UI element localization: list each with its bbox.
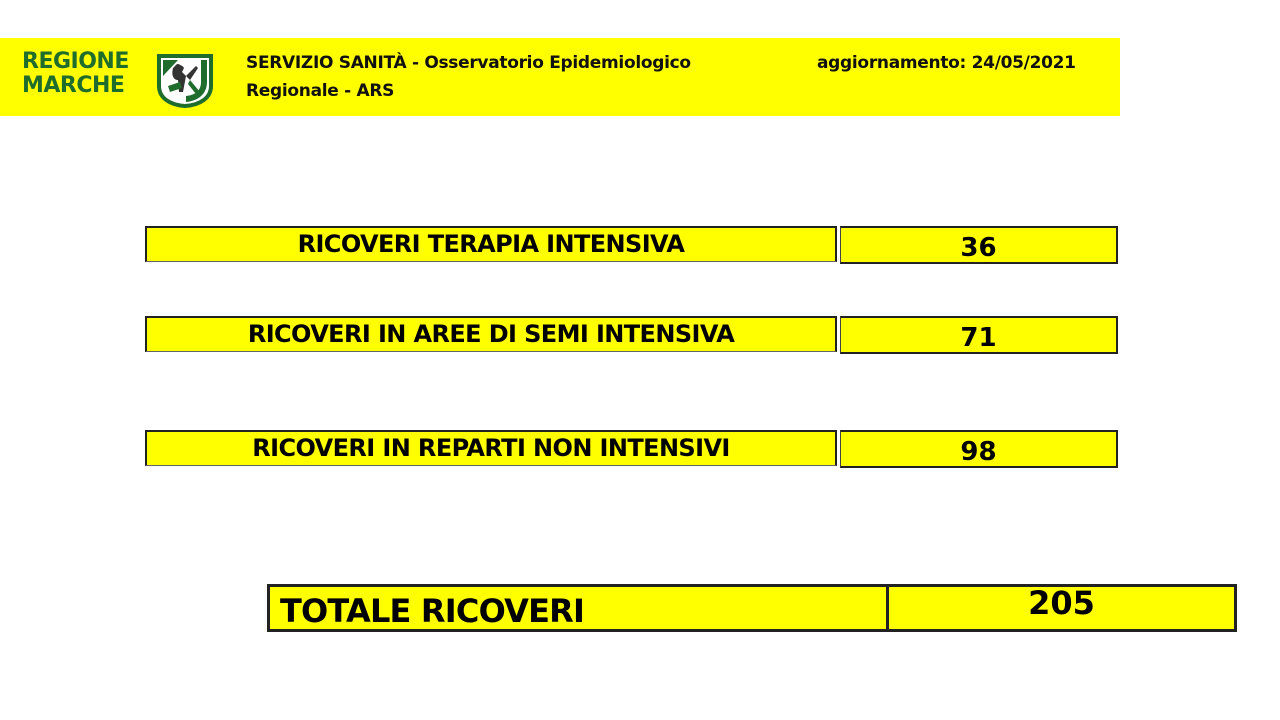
logo-line-2: MARCHE xyxy=(22,73,125,98)
row-label: RICOVERI IN AREE DI SEMI INTENSIVA xyxy=(145,316,837,352)
service-line-1: SERVIZIO SANITÀ - Osservatorio Epidemiologico xyxy=(246,53,691,73)
service-line-2: Regionale - ARS xyxy=(246,81,395,101)
total-row xyxy=(267,584,1237,632)
total-label: TOTALE RICOVERI xyxy=(267,584,889,632)
total-value: 205 xyxy=(886,584,1237,632)
row-label: RICOVERI IN REPARTI NON INTENSIVI xyxy=(145,430,837,466)
update-date: aggiornamento: 24/05/2021 xyxy=(817,53,1076,73)
header-banner xyxy=(0,38,1120,116)
regione-marche-emblem-icon xyxy=(156,52,214,108)
row-value: 98 xyxy=(840,430,1118,468)
regione-marche-logo xyxy=(22,50,218,108)
row-value: 36 xyxy=(840,226,1118,264)
row-value: 71 xyxy=(840,316,1118,354)
row-label: RICOVERI TERAPIA INTENSIVA xyxy=(145,226,837,262)
logo-line-1: REGIONE xyxy=(22,49,129,74)
logo-text xyxy=(22,50,129,98)
service-title xyxy=(246,49,691,105)
